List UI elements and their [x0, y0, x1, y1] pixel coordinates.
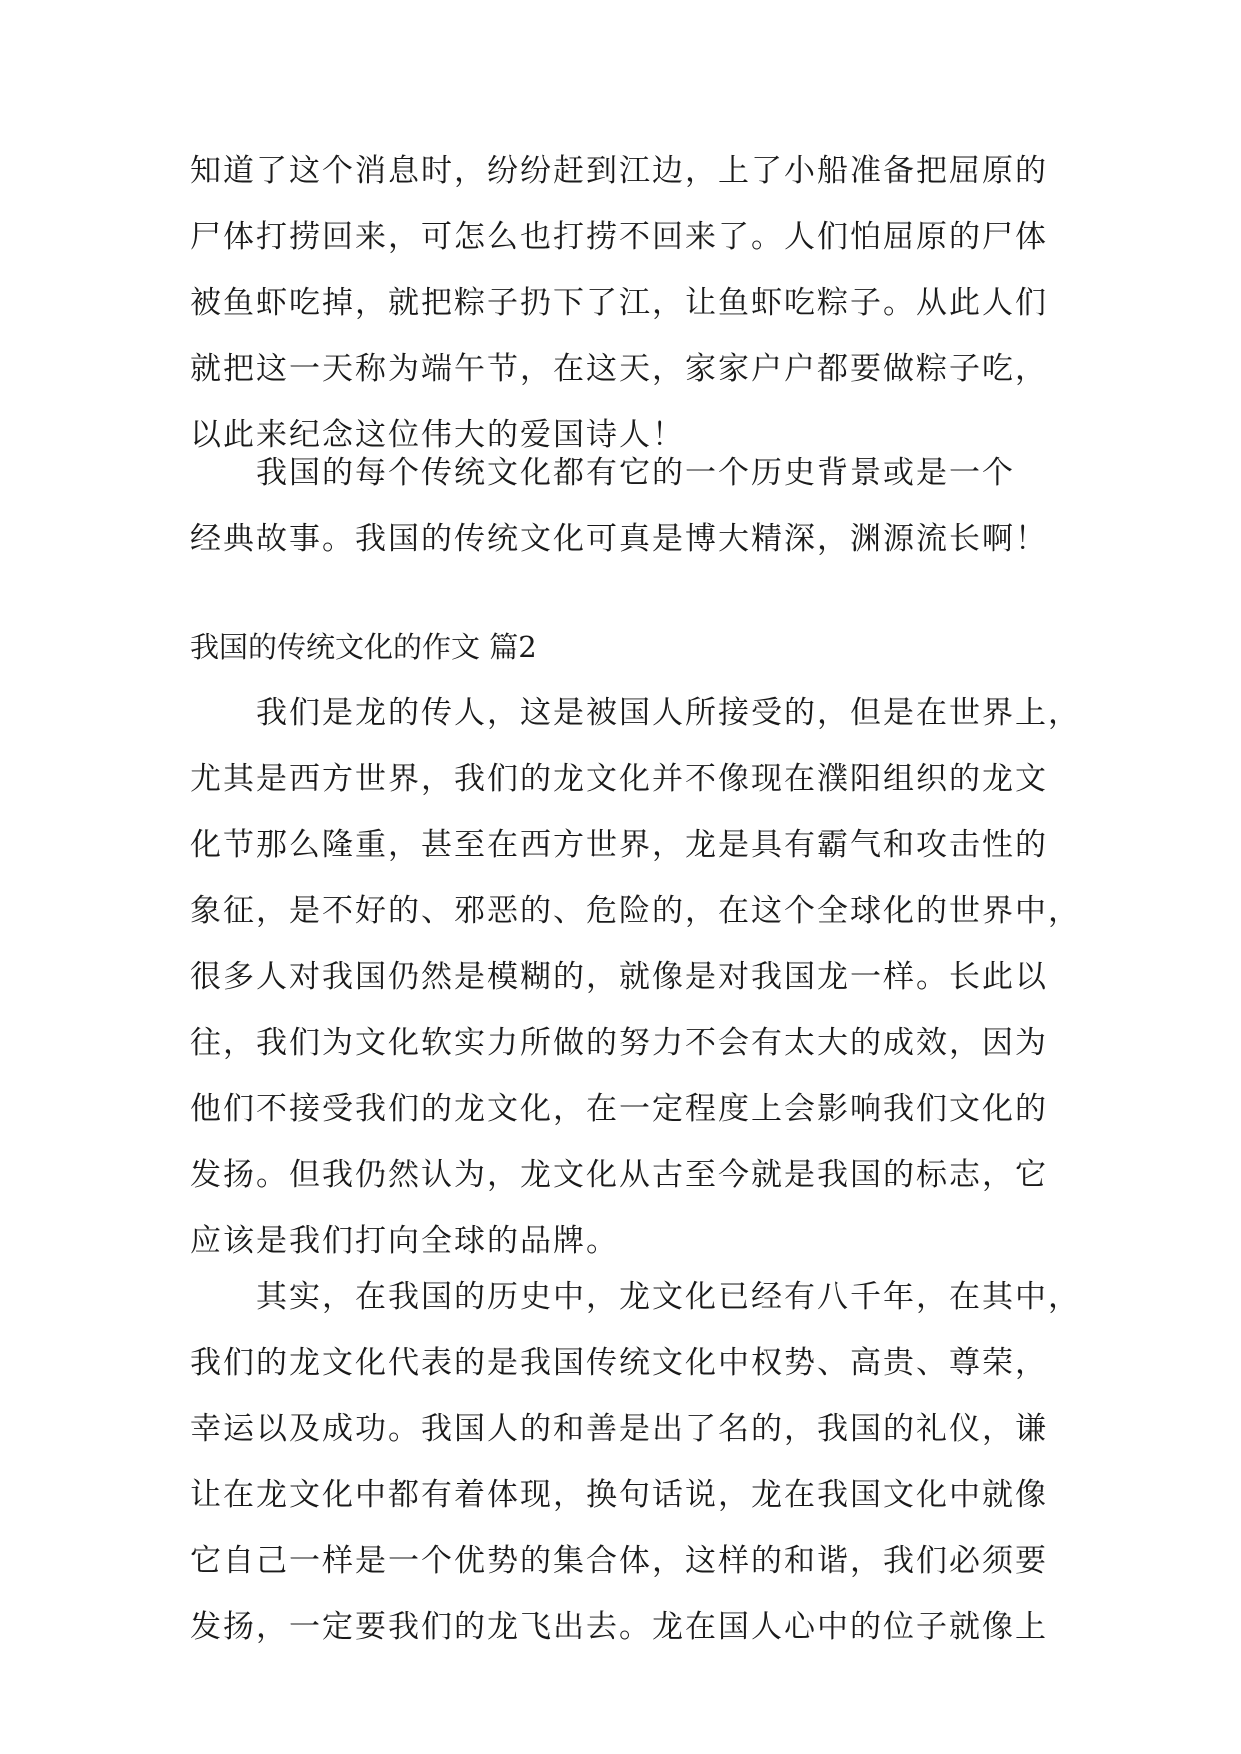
paragraph-line: 很多人对我国仍然是模糊的，就像是对我国龙一样。长此以	[190, 959, 1048, 995]
paragraph-line: 让在龙文化中都有着体现，换句话说，龙在我国文化中就像	[190, 1477, 1048, 1513]
paragraph-line: 以此来纪念这位伟大的爱国诗人！	[190, 417, 685, 453]
paragraph-line: 发扬。但我仍然认为，龙文化从古至今就是我国的标志，它	[190, 1157, 1048, 1193]
paragraph-3	[190, 680, 1081, 1274]
paragraph-line: 往，我们为文化软实力所做的努力不会有太大的成效，因为	[190, 1025, 1048, 1061]
section-heading: 我国的传统文化的作文 篇2	[190, 630, 537, 664]
paragraph-line: 其实，在我国的历史中，龙文化已经有八千年，在其中，	[190, 1279, 1081, 1315]
paragraph-line: 他们不接受我们的龙文化，在一定程度上会影响我们文化的	[190, 1091, 1048, 1127]
paragraph-2	[190, 440, 1050, 572]
paragraph-line: 经典故事。我国的传统文化可真是博大精深，渊源流长啊！	[190, 521, 1048, 557]
paragraph-line: 我们的龙文化代表的是我国传统文化中权势、高贵、尊荣，	[190, 1345, 1048, 1381]
paragraph-line: 尤其是西方世界，我们的龙文化并不像现在濮阳组织的龙文	[190, 761, 1048, 797]
section-heading-block	[190, 614, 1050, 680]
paragraph-1	[190, 138, 1050, 468]
paragraph-line: 我国的每个传统文化都有它的一个历史背景或是一个	[190, 455, 1015, 491]
paragraph-line: 象征，是不好的、邪恶的、危险的，在这个全球化的世界中，	[190, 893, 1081, 929]
paragraph-line: 化节那么隆重，甚至在西方世界，龙是具有霸气和攻击性的	[190, 827, 1048, 863]
paragraph-line: 尸体打捞回来，可怎么也打捞不回来了。人们怕屈原的尸体	[190, 219, 1048, 255]
paragraph-line: 幸运以及成功。我国人的和善是出了名的，我国的礼仪，谦	[190, 1411, 1048, 1447]
paragraph-line: 就把这一天称为端午节，在这天，家家户户都要做粽子吃，	[190, 351, 1048, 387]
paragraph-line: 我们是龙的传人，这是被国人所接受的，但是在世界上，	[190, 695, 1081, 731]
paragraph-line: 应该是我们打向全球的品牌。	[190, 1223, 619, 1259]
paragraph-4	[190, 1264, 1081, 1660]
paragraph-line: 被鱼虾吃掉，就把粽子扔下了江，让鱼虾吃粽子。从此人们	[190, 285, 1048, 321]
paragraph-line: 发扬，一定要我们的龙飞出去。龙在国人心中的位子就像上	[190, 1609, 1048, 1645]
paragraph-line: 知道了这个消息时，纷纷赶到江边，上了小船准备把屈原的	[190, 153, 1048, 189]
paragraph-line: 它自己一样是一个优势的集合体，这样的和谐，我们必须要	[190, 1543, 1048, 1579]
